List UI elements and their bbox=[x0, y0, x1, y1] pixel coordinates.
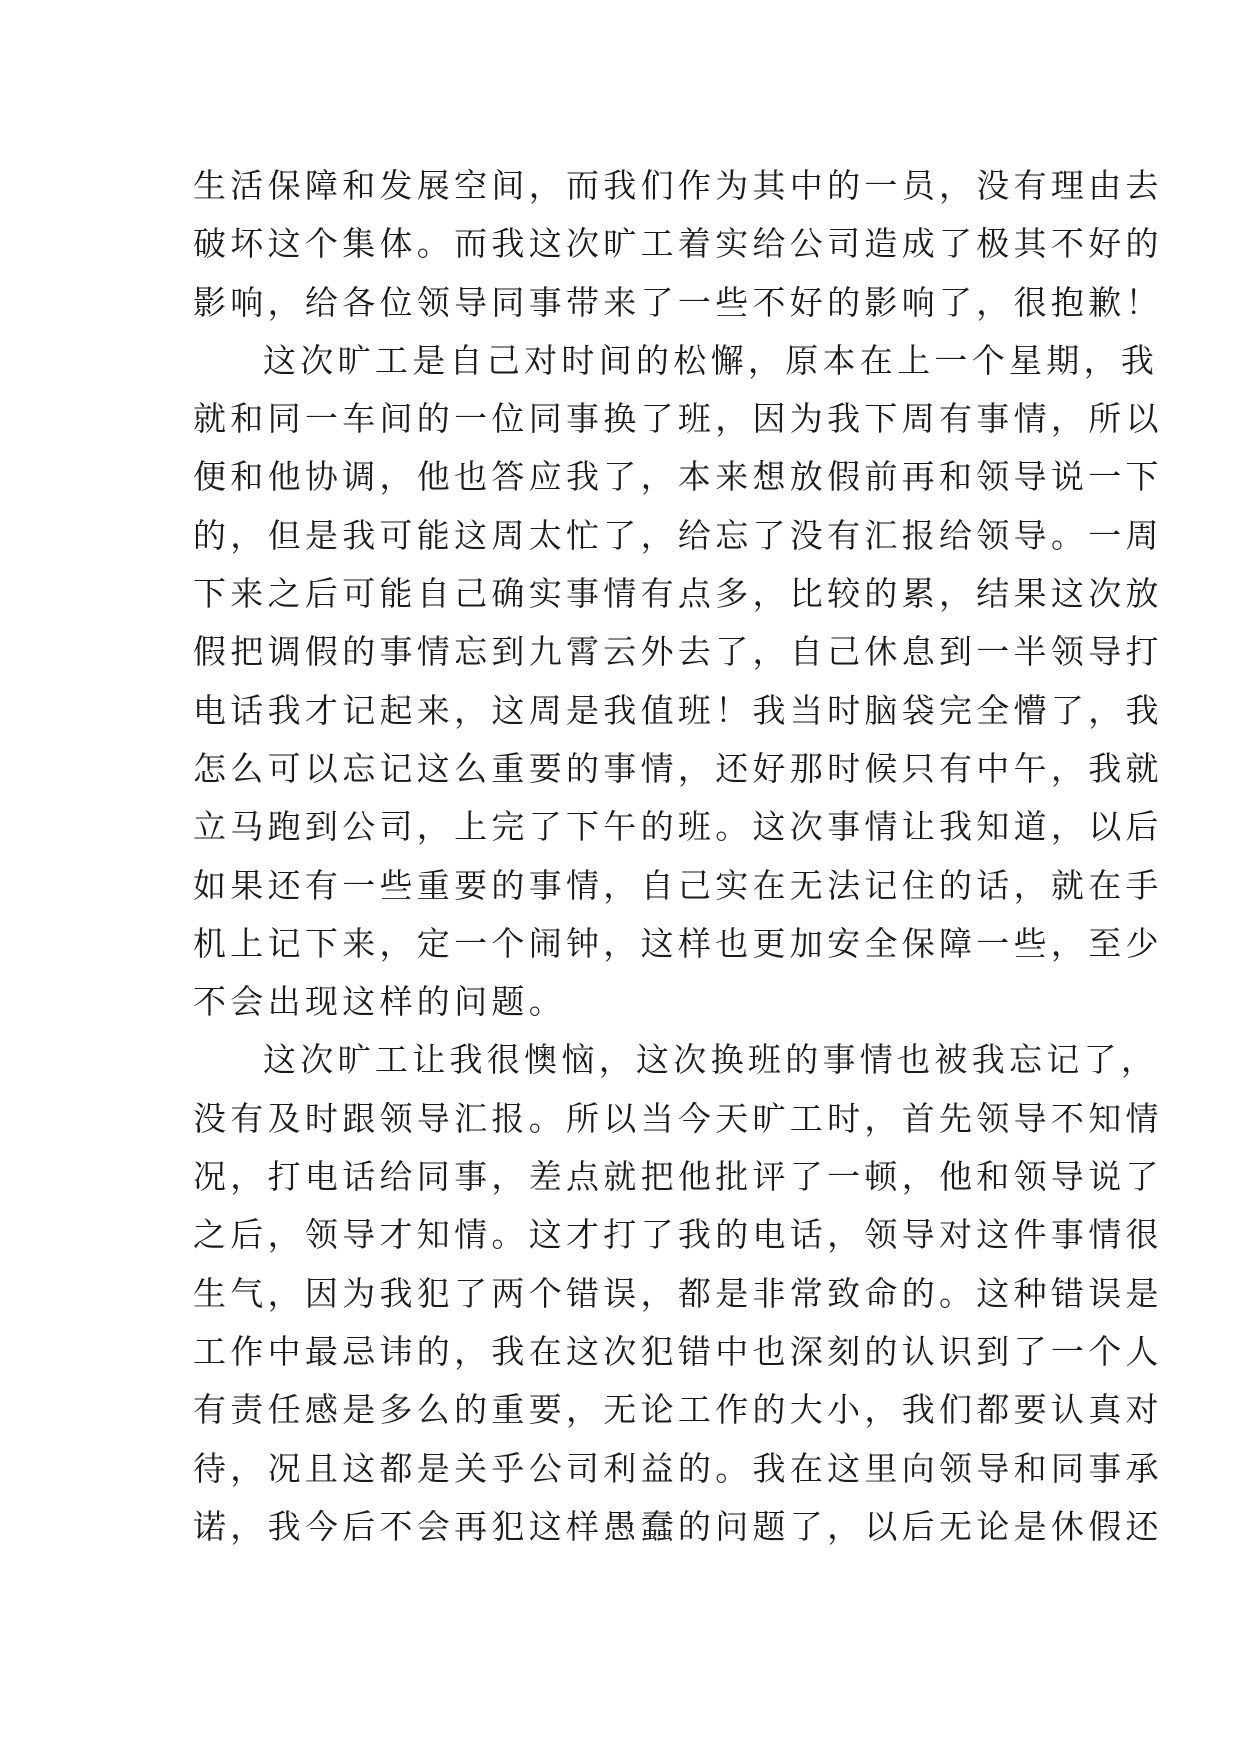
text-line: 下来之后可能自己确实事情有点多，比较的累，结果这次放 bbox=[193, 574, 1163, 614]
text-line: 生活保障和发展空间，而我们作为其中的一员，没有理由去 bbox=[193, 166, 1163, 205]
text-line: 电话我才记起来，这周是我值班！我当时脑袋完全懵了，我 bbox=[193, 690, 1163, 730]
text-line: 怎么可以忘记这么重要的事情，还好那时候只有中午，我就 bbox=[193, 748, 1163, 788]
text-line: 破坏这个集体。而我这次旷工着实给公司造成了极其不好的 bbox=[193, 224, 1163, 264]
text-line: 待，况且这都是关乎公司利益的。我在这里向领导和同事承 bbox=[193, 1448, 1163, 1488]
text-line: 不会出现这样的问题。 bbox=[193, 982, 566, 1022]
text-line: 有责任感是多么的重要，无论工作的大小，我们都要认真对 bbox=[193, 1390, 1163, 1430]
text-line: 如果还有一些重要的事情，自己实在无法记住的话，就在手 bbox=[193, 865, 1163, 905]
text-line: 影响，给各位领导同事带来了一些不好的影响了，很抱歉！ bbox=[193, 282, 1163, 322]
paragraph-first-line: 这次旷工让我很懊恼，这次换班的事情也被我忘记了， bbox=[263, 1040, 1159, 1080]
text-line: 就和同一车间的一位同事换了班，因为我下周有事情，所以 bbox=[193, 399, 1163, 439]
text-line: 工作中最忌讳的，我在这次犯错中也深刻的认识到了一个人 bbox=[193, 1331, 1163, 1371]
text-line: 立马跑到公司，上完了下午的班。这次事情让我知道，以后 bbox=[193, 807, 1163, 847]
text-line: 机上记下来，定一个闹钟，这样也更加安全保障一些，至少 bbox=[193, 923, 1163, 963]
text-line: 生气，因为我犯了两个错误，都是非常致命的。这种错误是 bbox=[193, 1273, 1163, 1313]
text-line: 诺，我今后不会再犯这样愚蠢的问题了，以后无论是休假还 bbox=[193, 1506, 1163, 1546]
document-body bbox=[193, 157, 1163, 1556]
text-line: 之后，领导才知情。这才打了我的电话，领导对这件事情很 bbox=[193, 1215, 1163, 1255]
text-line: 的，但是我可能这周太忙了，给忘了没有汇报给领导。一周 bbox=[193, 515, 1163, 555]
text-line: 没有及时跟领导汇报。所以当今天旷工时，首先领导不知情 bbox=[193, 1098, 1163, 1138]
text-line: 假把调假的事情忘到九霄云外去了，自己休息到一半领导打 bbox=[193, 632, 1163, 672]
paragraph-first-line: 这次旷工是自己对时间的松懈，原本在上一个星期，我 bbox=[263, 340, 1159, 380]
text-line: 况，打电话给同事，差点就把他批评了一顿，他和领导说了 bbox=[193, 1157, 1163, 1197]
text-line: 便和他协调，他也答应我了，本来想放假前再和领导说一下 bbox=[193, 457, 1163, 497]
